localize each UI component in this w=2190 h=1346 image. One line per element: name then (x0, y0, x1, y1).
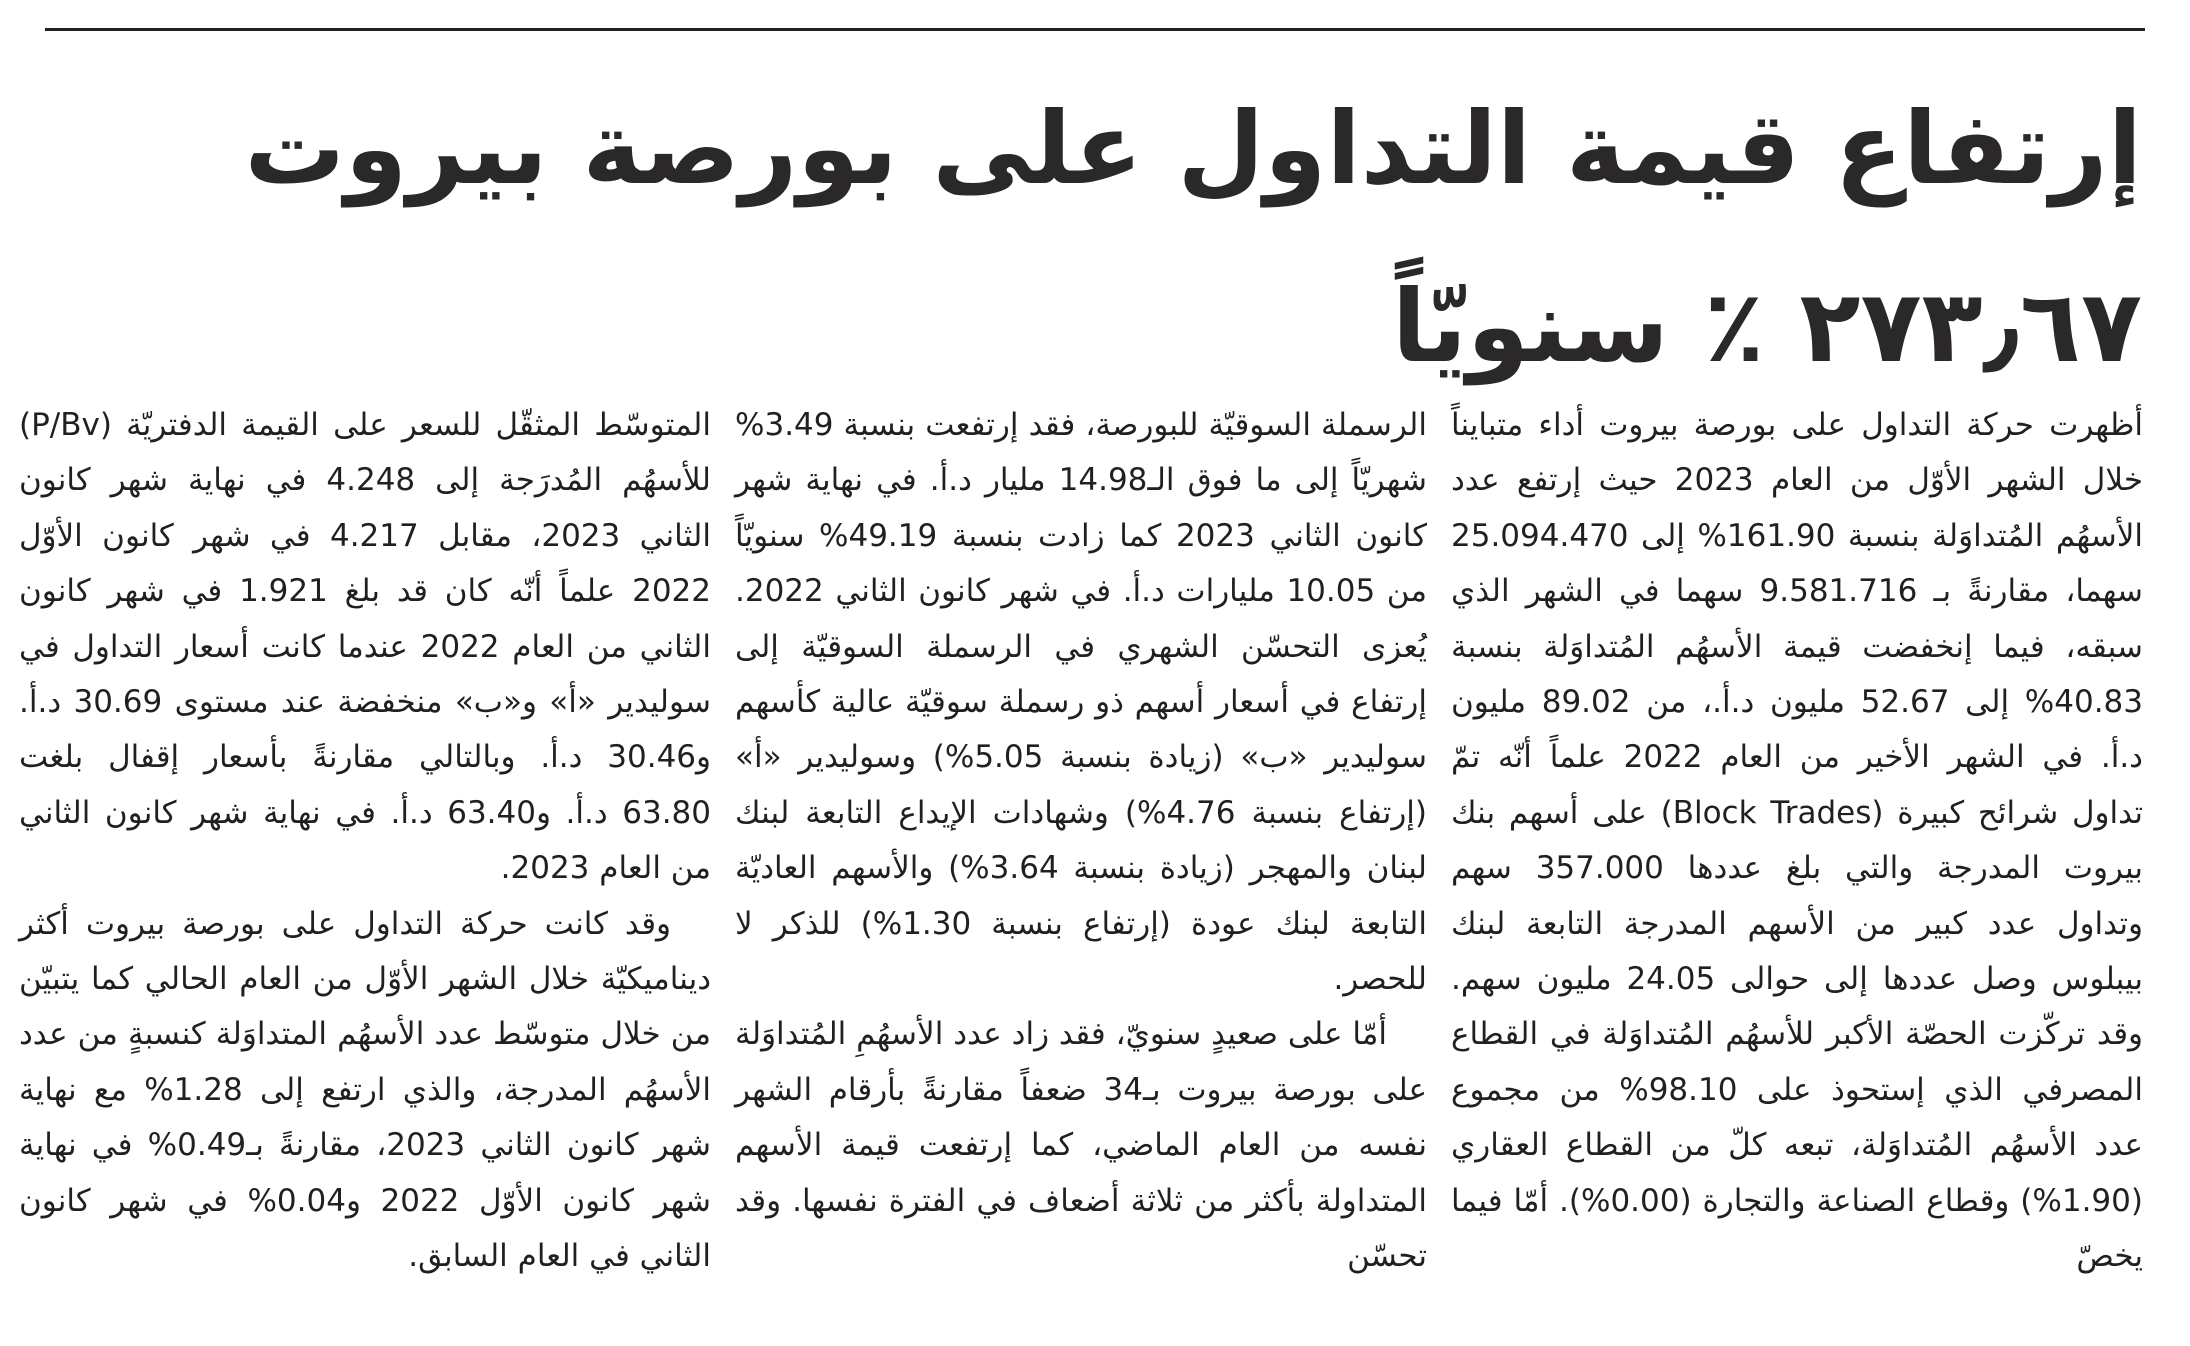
article-column-2 (735, 398, 1427, 1285)
headline-line-1: إرتفاع قيمة التداول على بورصة بيروت (244, 90, 2142, 207)
article-column-3 (19, 398, 711, 1285)
column-3-paragraph-1: المتوسّط المثقّل للسعر على القيمة الدفتريّة (P/Bv) للأسهُم المُدرَجة إلى 4.248 في نهاية شهر كانون الثاني 2023، مقابل 4.217 في شهر كانون الأوّل 2022 علماً أنّه كان قد بلغ 1.921 في شهر كانون الثاني من العام 2022 عندما كانت أسعار التداول في سوليدير «أ» و«ب» منخفضة عند مستوى 30.69 د.أ. و30.46 د.أ. وبالتالي مقارنةً بأسعار إقفال بلغت 63.80 د.أ. و63.40 د.أ. في نهاية شهر كانون الثاني من العام 2023. (19, 407, 711, 887)
column-1-paragraph-1: أظهرت حركة التداول على بورصة بيروت أداء متبايناً خلال الشهر الأوّل من العام 2023 حيث إرتفع عدد الأسهُم المُتداوَلة بنسبة 161.90% إلى 25.094.470 سهما، مقارنةً بـ 9.581.716 سهما في الشهر الذي سبقه، فيما إنخفضت قيمة الأسهُم المُتداوَلة بنسبة 40.83% إلى 52.67 مليون د.أ.، من 89.02 مليون د.أ. في الشهر الأخير من العام 2022 علماً أنّه تمّ تداول شرائح كبيرة (Block Trades) على أسهم بنك بيروت المدرجة والتي بلغ عددها 357.000 سهم وتداول عدد كبير من الأسهم المدرجة التابعة لبنك بيبلوس وصل عددها إلى حوالى 24.05 مليون سهم. وقد تركّزت الحصّة الأكبر للأسهُم المُتداوَلة في القطاع المصرفي الذي إستحوذ على 98.10% من مجموع عدد الأسهُم المُتداوَلة، تبعه كلّ من القطاع العقاري (1.90%) وقطاع الصناعة والتجارة (0.00%). أمّا فيما يخصّ (1451, 407, 2144, 1275)
column-2-paragraph-2: أمّا على صعيدٍ سنويّ، فقد زاد عدد الأسهُمِ المُتداوَلة على بورصة بيروت بـ34 ضعفاً مقارنةً بأرقام الشهر نفسه من العام الماضي، كما إرتفعت قيمة الأسهم المتداولة بأكثر من ثلاثة أضعاف في الفترة نفسها. وقد تحسّن (735, 1016, 1427, 1275)
column-2-paragraph-1: الرسملة السوقيّة للبورصة، فقد إرتفعت بنسبة 3.49% شهريّاً إلى ما فوق الـ14.98 مليار د.أ. في نهاية شهر كانون الثاني 2023 كما زادت بنسبة 49.19% سنويّاً من 10.05 مليارات د.أ. في شهر كانون الثاني 2022. يُعزى التحسّن الشهري في الرسملة السوقيّة إلى إرتفاع في أسعار أسهم ذو رسملة سوقيّة عالية كأسهم سوليدير «ب» (زيادة بنسبة 5.05%) وسوليدير «أ» (إرتفاع بنسبة 4.76%) وشهادات الإيداع التابعة لبنك لبنان والمهجر (زيادة بنسبة 3.64%) والأسهم العاديّة التابعة لبنك عودة (إرتفاع بنسبة 1.30%) للذكر لا للحصر. (735, 407, 1428, 998)
headline (45, 60, 2142, 416)
column-3-paragraph-2: وقد كانت حركة التداول على بورصة بيروت أكثر ديناميكيّة خلال الشهر الأوّل من العام الحالي كما يتبيّن من خلال متوسّط عدد الأسهُم المتداوَلة كنسبةٍ من عدد الأسهُم المدرجة، والذي ارتفع إلى 1.28% مع نهاية شهر كانون الثاني 2023، مقارنةً بـ0.49% في نهاية شهر كانون الأوّل 2022 و0.04% في شهر كانون الثاني في العام السابق. (19, 905, 712, 1275)
headline-line-2: ٢٧٣٫٦٧ ٪ سنويّاً (1391, 268, 2142, 385)
article-column-1 (1451, 398, 2143, 1285)
top-rule (45, 28, 2145, 31)
